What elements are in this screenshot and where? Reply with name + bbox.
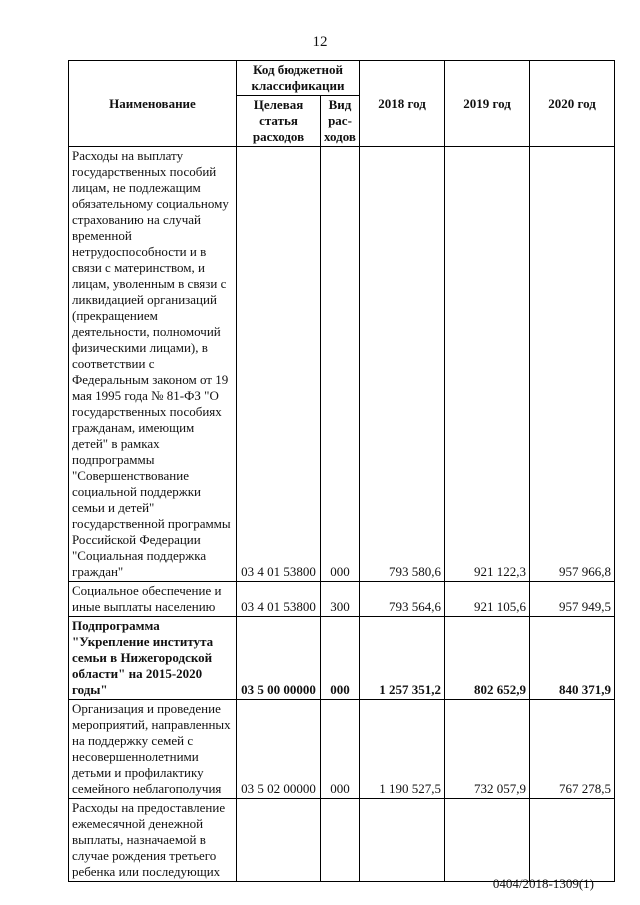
row-name-text: Расходы на выплату государственных пособий лицам, не подлежащим обязательному социальному страхованию на случай временной нетрудоспособности и в связи с материнством, и лицам, уволенным в связи с ликвидацией организаций (прекращением деятельности, полномочий физическими лицами), в соответствии с Федеральным законом от 19 мая 1995 года № 81-ФЗ "О государственных пособиях гражданам, имеющим детей" в рамках подпрограммы "Совершенствование социальной поддержки семьи и детей" государственной программы Российской Федерации "Социальная поддержка граждан" xyxy=(72,148,231,579)
row-2018: 1 190 527,5 xyxy=(360,700,445,799)
budget-table xyxy=(68,60,615,882)
header-expense-type: Вид рас-ходов xyxy=(321,96,360,147)
table-row xyxy=(69,700,615,799)
table-row xyxy=(69,799,615,882)
header-code-group: Код бюджетной классификации xyxy=(237,61,360,96)
row-name-text: Подпрограмма "Укрепление института семьи в Нижегородской области" на 2015-2020 годы" xyxy=(72,618,214,697)
row-type: 000 xyxy=(321,617,360,700)
row-2020: 957 949,5 xyxy=(530,582,615,617)
table-row xyxy=(69,147,615,582)
table-row-subprogram xyxy=(69,617,615,700)
row-code: 03 5 02 00000 xyxy=(237,700,321,799)
header-2018: 2018 год xyxy=(360,61,445,147)
row-name-text: Социальное обеспечение и иные выплаты населению xyxy=(72,583,222,614)
table-row xyxy=(69,582,615,617)
row-2019: 921 122,3 xyxy=(445,147,530,582)
row-2019: 921 105,6 xyxy=(445,582,530,617)
row-2018: 793 580,6 xyxy=(360,147,445,582)
row-name-text: Организация и проведение мероприятий, направленных на поддержку семей с несовершеннолетними детьми и профилактику семейного неблагополучия xyxy=(72,701,231,796)
row-name-text: Расходы на предоставление ежемесячной денежной выплаты, назначаемой в случае рождения третьего ребенка или последующих xyxy=(72,800,226,879)
row-2020: 767 278,5 xyxy=(530,700,615,799)
row-2018: 793 564,6 xyxy=(360,582,445,617)
row-type: 000 xyxy=(321,147,360,582)
row-2020: 840 371,9 xyxy=(530,617,615,700)
row-2019 xyxy=(445,799,530,882)
row-code xyxy=(237,799,321,882)
row-2020: 957 966,8 xyxy=(530,147,615,582)
row-name xyxy=(69,700,237,799)
row-name xyxy=(69,582,237,617)
header-target-article: Целевая статья расходов xyxy=(237,96,321,147)
row-2020 xyxy=(530,799,615,882)
row-type xyxy=(321,799,360,882)
row-name xyxy=(69,617,237,700)
row-code: 03 4 01 53800 xyxy=(237,582,321,617)
row-name xyxy=(69,147,237,582)
row-2019: 732 057,9 xyxy=(445,700,530,799)
header-name: Наименование xyxy=(69,61,237,147)
header-2020: 2020 год xyxy=(530,61,615,147)
row-type: 000 xyxy=(321,700,360,799)
document-code: 0404/2018-1309(1) xyxy=(492,876,594,891)
row-2018 xyxy=(360,799,445,882)
row-type: 300 xyxy=(321,582,360,617)
row-2019: 802 652,9 xyxy=(445,617,530,700)
row-code: 03 5 00 00000 xyxy=(237,617,321,700)
row-code: 03 4 01 53800 xyxy=(237,147,321,582)
page-number: 12 xyxy=(312,34,328,50)
row-2018: 1 257 351,2 xyxy=(360,617,445,700)
header-2019: 2019 год xyxy=(445,61,530,147)
row-name xyxy=(69,799,237,882)
